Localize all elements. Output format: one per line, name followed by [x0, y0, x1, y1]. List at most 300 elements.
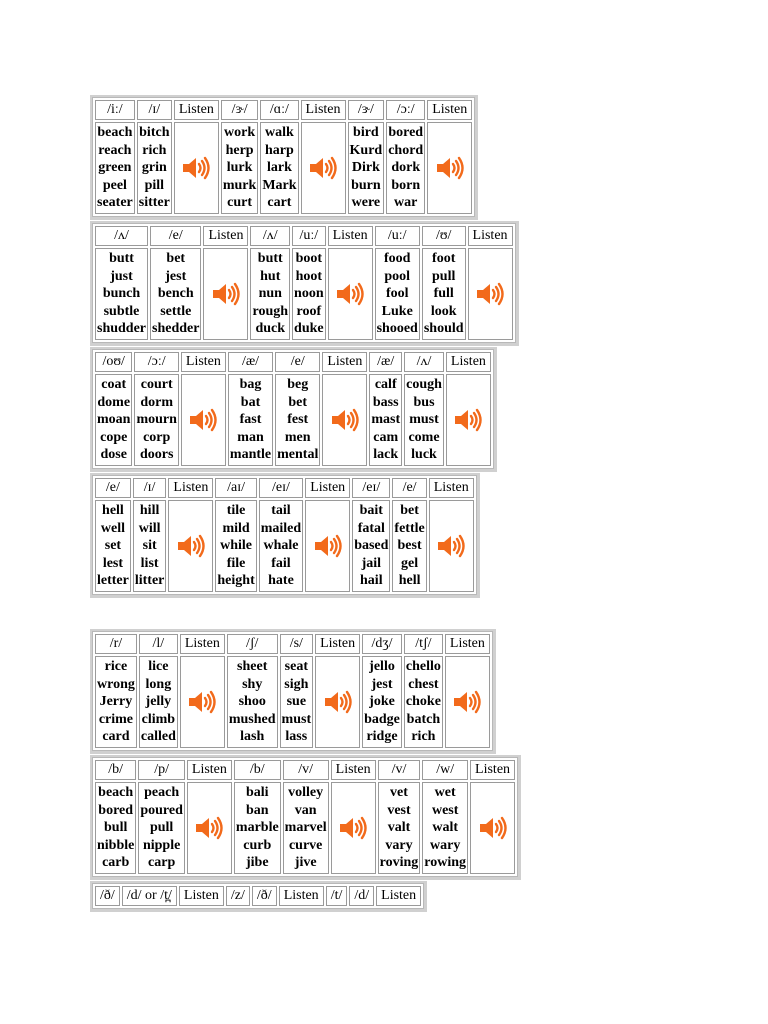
phoneme-header: /eɪ/ — [259, 478, 303, 498]
example-word: born — [391, 177, 421, 193]
word-list — [95, 656, 137, 748]
example-word: nun — [258, 286, 282, 302]
example-word: beg — [287, 377, 309, 392]
listen-cell — [328, 248, 373, 340]
speaker-icon[interactable] — [469, 281, 512, 307]
example-word: height — [217, 573, 255, 589]
example-word: were — [351, 195, 381, 211]
example-word: green — [98, 160, 132, 176]
listen-header: Listen — [174, 100, 219, 120]
example-word: butt — [109, 251, 134, 266]
example-word: calf — [374, 377, 397, 392]
listen-cell — [445, 656, 490, 748]
example-word: crime — [98, 711, 134, 727]
listen-cell — [181, 374, 226, 466]
speaker-icon[interactable] — [169, 533, 212, 559]
speaker-icon[interactable] — [188, 815, 231, 841]
example-word: bunch — [102, 286, 141, 302]
phoneme-header: /e/ — [275, 352, 320, 372]
header-row — [95, 100, 472, 120]
example-word: seater — [97, 195, 133, 211]
example-word: rice — [104, 659, 128, 674]
listen-header: Listen — [168, 478, 213, 498]
example-word: based — [354, 538, 389, 554]
example-word: lurk — [226, 160, 253, 176]
example-word: hoot — [295, 268, 323, 284]
example-word: dome — [97, 394, 131, 410]
example-word: herp — [225, 142, 254, 158]
example-word: harp — [265, 142, 294, 158]
example-word: look — [430, 303, 457, 319]
listen-header: Listen — [322, 352, 367, 372]
listen-header: Listen — [279, 886, 324, 906]
phoneme-header: /r/ — [95, 634, 137, 654]
example-word: jest — [165, 268, 187, 284]
speaker-icon[interactable] — [175, 155, 218, 181]
example-word: sit — [142, 538, 157, 554]
phoneme-header: /z/ — [226, 886, 250, 906]
example-word: lack — [373, 447, 399, 463]
example-word: jail — [361, 555, 382, 571]
example-word: list — [140, 555, 159, 571]
phoneme-header: /p/ — [138, 760, 185, 780]
word-list — [404, 656, 443, 748]
example-word: bet — [400, 503, 419, 518]
example-word: mantle — [229, 447, 272, 463]
listen-cell — [180, 656, 225, 748]
phoneme-header: /uː/ — [375, 226, 420, 246]
example-word: should — [423, 321, 464, 337]
phoneme-header: /d/ — [349, 886, 374, 906]
listen-cell — [168, 500, 213, 592]
example-word: grin — [141, 160, 167, 176]
word-list — [386, 122, 425, 214]
example-word: whale — [263, 538, 299, 554]
example-word: curve — [288, 837, 323, 853]
example-word: reach — [98, 142, 132, 158]
example-word: Kurd — [349, 142, 383, 158]
word-row — [95, 500, 474, 592]
example-word: marvel — [284, 820, 327, 836]
phoneme-table-1 — [90, 95, 478, 220]
example-word: marble — [235, 820, 279, 836]
example-word: Luke — [381, 303, 413, 319]
listen-cell — [429, 500, 474, 592]
example-word: letter — [97, 573, 129, 589]
example-word: jive — [294, 855, 317, 871]
example-word: wary — [430, 837, 461, 853]
example-word: cart — [267, 195, 292, 211]
example-word: carp — [148, 855, 176, 871]
header-row — [95, 352, 491, 372]
example-word: war — [394, 195, 418, 211]
example-word: batch — [406, 711, 441, 727]
phoneme-header: /ʃ/ — [227, 634, 278, 654]
phoneme-header: /e/ — [95, 478, 131, 498]
example-word: mushed — [228, 711, 276, 727]
example-word: shoo — [238, 694, 266, 710]
example-word: bored — [98, 802, 134, 818]
listen-cell — [305, 500, 350, 592]
word-list — [275, 374, 320, 466]
example-word: fool — [385, 286, 409, 302]
example-word: Mark — [262, 177, 297, 193]
example-word: hut — [260, 268, 281, 284]
phoneme-header: /e/ — [392, 478, 426, 498]
example-word: fatal — [357, 520, 385, 536]
speaker-icon[interactable] — [181, 689, 224, 715]
example-word: must — [281, 711, 312, 727]
example-word: noon — [294, 286, 324, 302]
example-word: will — [138, 520, 161, 536]
phoneme-table-7 — [90, 881, 427, 912]
speaker-icon[interactable] — [182, 407, 225, 433]
phoneme-header: /ɑː/ — [260, 100, 298, 120]
example-word: vet — [390, 785, 408, 800]
example-word: set — [104, 538, 122, 554]
phoneme-header: /uː/ — [292, 226, 326, 246]
word-list — [139, 656, 178, 748]
phoneme-header: /ð/ — [252, 886, 277, 906]
phoneme-header: /ɝ/ — [221, 100, 258, 120]
listen-header: Listen — [331, 760, 376, 780]
listen-header: Listen — [203, 226, 248, 246]
example-word: sheet — [237, 659, 268, 674]
phoneme-header: /ʌ/ — [95, 226, 148, 246]
example-word: bitch — [139, 125, 170, 140]
word-list — [95, 374, 132, 466]
word-list — [134, 374, 178, 466]
example-word: gel — [401, 555, 419, 571]
example-word: while — [220, 538, 252, 554]
speaker-icon[interactable] — [323, 407, 366, 433]
example-word: rich — [411, 729, 436, 745]
example-word: shy — [242, 676, 263, 692]
example-word: settle — [160, 303, 192, 319]
speaker-icon[interactable] — [316, 689, 359, 715]
example-word: wrong — [97, 676, 135, 692]
example-word: curt — [227, 195, 253, 211]
example-word: dork — [391, 160, 421, 176]
example-word: Dirk — [351, 160, 380, 176]
example-word: mental — [277, 447, 319, 463]
phoneme-header: /æ/ — [369, 352, 402, 372]
example-word: luck — [411, 447, 437, 463]
example-word: lark — [266, 160, 292, 176]
example-word: poured — [140, 802, 183, 818]
phoneme-header: /s/ — [280, 634, 314, 654]
example-word: ban — [246, 802, 269, 818]
word-list — [378, 782, 421, 874]
example-word: fest — [287, 412, 309, 428]
example-word: work — [224, 125, 256, 140]
example-word: lass — [285, 729, 308, 745]
listen-header: Listen — [446, 352, 491, 372]
phoneme-header: /ð/ — [95, 886, 120, 906]
speaker-icon[interactable] — [306, 533, 349, 559]
word-list — [352, 500, 390, 592]
listen-cell — [446, 374, 491, 466]
phoneme-table-6 — [90, 755, 521, 880]
word-list — [369, 374, 402, 466]
listen-header: Listen — [180, 634, 225, 654]
example-word: nibble — [97, 837, 135, 853]
phoneme-header: /ɔː/ — [386, 100, 425, 120]
example-word: valt — [387, 820, 411, 836]
phoneme-header: /v/ — [378, 760, 421, 780]
example-word: long — [145, 676, 172, 692]
listen-header: Listen — [470, 760, 515, 780]
phoneme-header: /w/ — [422, 760, 468, 780]
phoneme-header: /ʌ/ — [404, 352, 444, 372]
word-list — [259, 500, 303, 592]
phoneme-table-4 — [90, 473, 480, 598]
word-list — [234, 782, 281, 874]
listen-cell — [174, 122, 219, 214]
listen-header: Listen — [427, 100, 472, 120]
phoneme-header: /l/ — [139, 634, 178, 654]
example-word: duke — [294, 321, 324, 337]
word-list — [362, 656, 402, 748]
example-word: dose — [100, 447, 127, 463]
phoneme-header: /dʒ/ — [362, 634, 402, 654]
example-word: peach — [144, 785, 180, 800]
example-word: must — [409, 412, 439, 428]
example-word: bet — [288, 394, 308, 410]
example-word: roving — [379, 855, 419, 871]
listen-header: Listen — [305, 478, 350, 498]
example-word: bali — [246, 785, 269, 800]
word-list — [95, 122, 135, 214]
speaker-icon[interactable] — [302, 155, 345, 181]
example-word: duck — [255, 321, 286, 337]
example-word: bird — [353, 125, 379, 140]
header-row — [95, 226, 513, 246]
example-word: lice — [148, 659, 169, 674]
example-word: mild — [222, 520, 250, 536]
example-word: jest — [371, 676, 393, 692]
header-row — [95, 760, 515, 780]
phoneme-header: /v/ — [283, 760, 329, 780]
phoneme-header: /t/ — [326, 886, 348, 906]
example-word: seat — [284, 659, 308, 674]
speaker-icon[interactable] — [430, 533, 473, 559]
phoneme-header: /aɪ/ — [215, 478, 256, 498]
listen-header: Listen — [301, 100, 346, 120]
word-list — [215, 500, 256, 592]
example-word: vest — [387, 802, 411, 818]
header-row — [95, 634, 490, 654]
example-word: man — [237, 429, 264, 445]
listen-header: Listen — [376, 886, 421, 906]
example-word: cam — [373, 429, 399, 445]
example-word: card — [102, 729, 130, 745]
example-word: sue — [286, 694, 307, 710]
word-list — [280, 656, 314, 748]
example-word: pool — [384, 268, 411, 284]
word-list — [375, 248, 420, 340]
listen-header: Listen — [179, 886, 224, 906]
example-word: well — [100, 520, 125, 536]
phoneme-header: /iː/ — [95, 100, 135, 120]
example-word: pill — [144, 177, 165, 193]
example-word: curb — [243, 837, 272, 853]
example-word: mailed — [260, 520, 302, 536]
header-row — [95, 478, 474, 498]
example-word: chest — [408, 676, 439, 692]
word-list — [422, 782, 468, 874]
word-list — [95, 500, 131, 592]
phoneme-header: /ɔː/ — [134, 352, 178, 372]
speaker-icon[interactable] — [428, 155, 471, 181]
listen-header: Listen — [315, 634, 360, 654]
word-list — [133, 500, 167, 592]
phoneme-header: /b/ — [95, 760, 136, 780]
example-word: bass — [372, 394, 399, 410]
listen-header: Listen — [181, 352, 226, 372]
word-list — [138, 782, 185, 874]
speaker-icon[interactable] — [446, 689, 489, 715]
example-word: men — [284, 429, 311, 445]
word-list — [150, 248, 201, 340]
example-word: jello — [369, 659, 395, 674]
example-word: rich — [142, 142, 167, 158]
example-word: vary — [385, 837, 413, 853]
header-row — [95, 886, 421, 906]
example-word: bait — [359, 503, 383, 518]
phoneme-table-5 — [90, 629, 496, 754]
example-word: best — [397, 538, 422, 554]
example-word: choke — [405, 694, 441, 710]
example-word: pull — [432, 268, 456, 284]
example-word: sigh — [284, 676, 309, 692]
example-word: fettle — [394, 520, 425, 536]
speaker-icon[interactable] — [204, 281, 247, 307]
word-row — [95, 122, 472, 214]
example-word: full — [433, 286, 454, 302]
listen-header: Listen — [187, 760, 232, 780]
example-word: fast — [239, 412, 262, 428]
listen-header: Listen — [328, 226, 373, 246]
example-word: rowing — [424, 855, 467, 871]
listen-cell — [468, 248, 513, 340]
word-row — [95, 782, 515, 874]
example-word: cope — [100, 429, 128, 445]
listen-cell — [322, 374, 367, 466]
speaker-icon[interactable] — [447, 407, 490, 433]
example-word: hell — [398, 573, 421, 589]
word-list — [250, 248, 290, 340]
example-word: hell — [102, 503, 124, 518]
example-word: bus — [413, 394, 435, 410]
example-word: bench — [157, 286, 194, 302]
phoneme-header: /ʊ/ — [422, 226, 466, 246]
example-word: subtle — [103, 303, 140, 319]
example-word: hate — [268, 573, 294, 589]
example-word: shudder — [97, 321, 147, 337]
example-word: cough — [406, 377, 442, 392]
example-word: joke — [369, 694, 395, 710]
example-word: litter — [134, 573, 165, 589]
phoneme-header: /e/ — [150, 226, 201, 246]
example-word: chello — [405, 659, 441, 674]
example-word: tile — [226, 503, 246, 518]
example-word: rough — [252, 303, 289, 319]
word-list — [228, 374, 273, 466]
phoneme-table-3 — [90, 347, 497, 472]
example-word: coat — [101, 377, 127, 392]
listen-header: Listen — [429, 478, 474, 498]
word-list — [392, 500, 426, 592]
phoneme-header: /tʃ/ — [404, 634, 443, 654]
example-word: file — [226, 555, 246, 571]
listen-cell — [470, 782, 515, 874]
word-row — [95, 656, 490, 748]
phoneme-header: /ɪ/ — [133, 478, 167, 498]
word-list — [283, 782, 329, 874]
example-word: hill — [139, 503, 160, 518]
speaker-icon[interactable] — [329, 281, 372, 307]
listen-cell — [315, 656, 360, 748]
example-word: badge — [364, 711, 400, 727]
example-word: butt — [257, 251, 283, 266]
word-row — [95, 374, 491, 466]
example-word: walt — [432, 820, 458, 836]
example-word: shedder — [152, 321, 200, 337]
word-list — [221, 122, 258, 214]
word-list — [95, 782, 136, 874]
example-word: bag — [239, 377, 262, 392]
example-word: jelly — [145, 694, 172, 710]
example-word: van — [294, 802, 317, 818]
listen-cell — [331, 782, 376, 874]
example-word: dorm — [140, 394, 174, 410]
example-word: beach — [97, 125, 133, 140]
example-word: carb — [102, 855, 130, 871]
example-word: lash — [240, 729, 265, 745]
phoneme-header: /eɪ/ — [352, 478, 390, 498]
example-word: roof — [296, 303, 322, 319]
word-list — [260, 122, 298, 214]
example-word: bull — [104, 820, 128, 836]
example-word: mourn — [136, 412, 177, 428]
speaker-icon[interactable] — [332, 815, 375, 841]
phoneme-header: /oʊ/ — [95, 352, 132, 372]
example-word: doors — [139, 447, 174, 463]
example-word: walk — [265, 125, 294, 140]
example-word: peel — [102, 177, 127, 193]
example-word: moan — [97, 412, 131, 428]
example-word: come — [408, 429, 440, 445]
listen-header: Listen — [468, 226, 513, 246]
speaker-icon[interactable] — [471, 815, 514, 841]
phoneme-header: /ɝ/ — [348, 100, 385, 120]
example-word: wet — [434, 785, 456, 800]
example-word: food — [384, 251, 411, 266]
phoneme-header: /æ/ — [228, 352, 273, 372]
listen-cell — [203, 248, 248, 340]
example-word: foot — [432, 251, 456, 266]
word-list — [422, 248, 466, 340]
example-word: hail — [360, 573, 383, 589]
example-word: volley — [288, 785, 324, 800]
example-word: shooed — [376, 321, 418, 337]
example-word: bat — [240, 394, 261, 410]
example-word: murk — [222, 177, 257, 193]
example-word: nipple — [142, 837, 181, 853]
example-word: called — [140, 729, 176, 745]
example-word: climb — [141, 711, 176, 727]
